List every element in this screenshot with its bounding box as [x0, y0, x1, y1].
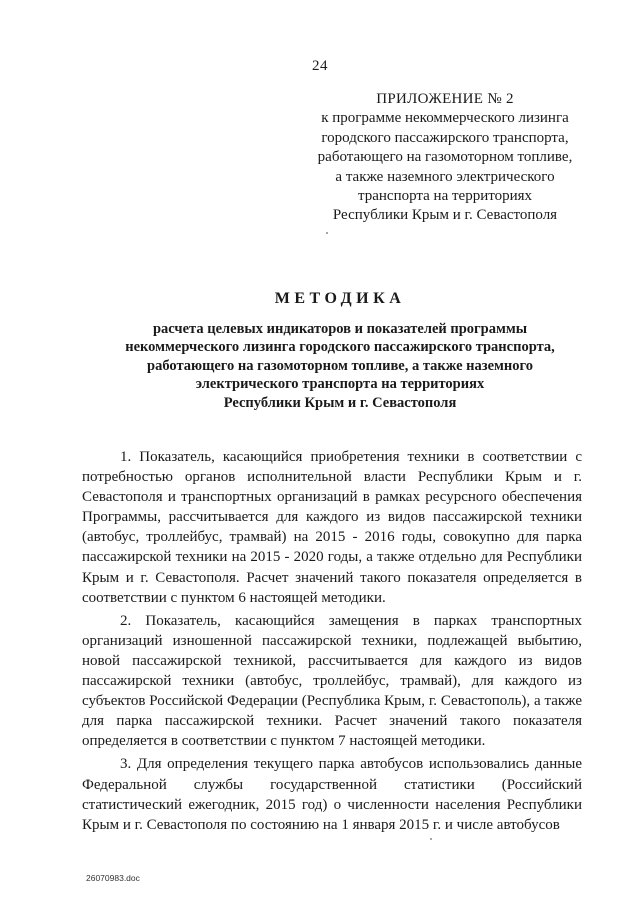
appendix-line: городского пассажирского транспорта, [321, 129, 569, 146]
page-number: 24 [312, 58, 328, 74]
paragraph-3: 3. Для определения текущего парка автобусов использовались данные Федеральной службы государственной статистики (Российский статистический ежегодник, 2015 год) о численности населения Республики Крым и г. Севастополя по состоянию на 1 января 2015 г. и числе автобусов [82, 756, 582, 833]
subtitle-line: Республики Крым и г. Севастополя [223, 394, 457, 411]
document-title: МЕТОДИКА [274, 290, 406, 307]
appendix-line: к программе некоммерческого лизинга [321, 110, 569, 127]
appendix-line: транспорта на территориях [357, 188, 533, 205]
appendix-title: ПРИЛОЖЕНИЕ № 2 [376, 91, 514, 107]
appendix-line: работающего на газомоторном топливе, [317, 149, 573, 166]
subtitle-line: некоммерческого лизинга городского пассажирского транспорта, [125, 339, 555, 356]
paragraph-2: 2. Показатель, касающийся замещения в парках транспортных организаций изношенной пассажирской техники, подлежащей выбытию, новой пассажирской техникой, рассчитывается для каждого из видов пассажирской техники (автобус, троллейбус, трамвай), для каждого из субъектов Российской Федерации (Республика Крым, г. Севастополь), а также для парка пассажирской техники. Расчет значений такого показателя определяется в соответствии с пунктом 7 настоящей методики. [82, 612, 582, 750]
scan-speck [430, 838, 432, 840]
appendix-line: а также наземного электрического [335, 168, 555, 185]
document-title-block [90, 290, 590, 412]
scan-speck [326, 232, 328, 234]
subtitle-line: работающего на газомоторном топливе, а также наземного [147, 357, 533, 374]
paragraph-1: 1. Показатель, касающийся приобретения техники в соответствии с потребностью органов исполнительной власти Республики Крым и г. Севастополя и транспортных организаций в рамках ресурсного обеспечения Программы, рассчитывается для каждого из видов пассажирской техники (автобус, троллейбус, трамвай) на 2015 - 2016 годы, совокупно для парка пассажирской техники на 2015 - 2020 годы, а также отдельно для Республики Крым и г. Севастополя. Расчет значений такого показателя определяется в соответствии с пунктом 6 настоящей методики. [82, 449, 582, 606]
appendix-line: Республики Крым и г. Севастополя [332, 207, 558, 224]
document-body [82, 447, 582, 838]
subtitle-line: расчета целевых индикаторов и показателей программы [152, 321, 528, 337]
subtitle-line: электрического транспорта на территориях [195, 376, 485, 393]
appendix-block [300, 90, 590, 226]
document-subtitle [90, 320, 590, 412]
footer-filename: 26070983.doc [86, 873, 140, 883]
